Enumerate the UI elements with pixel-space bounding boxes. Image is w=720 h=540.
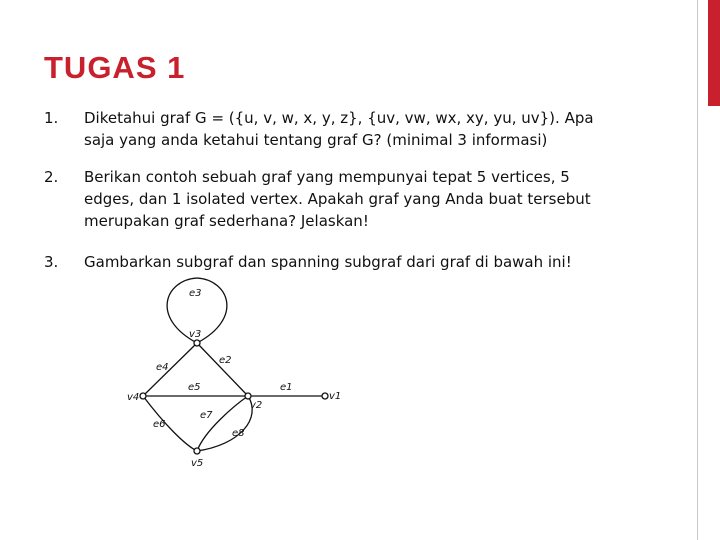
edge-label-e7: e7	[200, 410, 213, 421]
vertex-label-v5: v5	[191, 458, 204, 469]
task-number: 3.	[44, 253, 59, 271]
task-line: saja yang anda ketahui tentang graf G? (minimal 3 informasi)	[84, 131, 548, 149]
task-line: edges, dan 1 isolated vertex. Apakah graf yang Anda buat tersebut	[84, 190, 591, 208]
vertex-label-v4: v4	[127, 392, 140, 403]
vertex-label-v2: v2	[250, 400, 263, 411]
vertex-v5	[194, 448, 200, 454]
vertex-label-v1: v1	[329, 391, 342, 402]
edge-label-e2: e2	[219, 355, 232, 366]
edge-e6	[143, 396, 197, 451]
edge-e7	[197, 396, 248, 451]
task-number: 2.	[44, 168, 59, 186]
edge-e8	[197, 396, 252, 451]
task-number: 1.	[44, 109, 59, 127]
slide-title: TUGAS 1	[44, 50, 186, 85]
vertex-v3	[194, 340, 200, 346]
edge-e2	[197, 343, 248, 396]
edge-label-e1: e1	[280, 382, 293, 393]
task-line: merupakan graf sederhana? Jelaskan!	[84, 212, 369, 230]
edge-label-e4: e4	[156, 362, 169, 373]
edge-label-e6: e6	[153, 419, 166, 430]
edge-label-e5: e5	[188, 382, 201, 393]
edge-label-e8: e8	[232, 428, 245, 439]
task-line: Gambarkan subgraf dan spanning subgraf dari graf di bawah ini!	[84, 253, 572, 271]
vertex-v4	[140, 393, 146, 399]
edge-label-e3: e3	[189, 288, 202, 299]
vertex-v1	[322, 393, 328, 399]
task-line: Diketahui graf G = ({u, v, w, x, y, z}, {uv, vw, wx, xy, yu, uv}). Apa	[84, 109, 594, 127]
task-line: Berikan contoh sebuah graf yang mempunyai tepat 5 vertices, 5	[84, 168, 570, 186]
vertex-v2	[245, 393, 251, 399]
vertex-label-v3: v3	[189, 329, 202, 340]
